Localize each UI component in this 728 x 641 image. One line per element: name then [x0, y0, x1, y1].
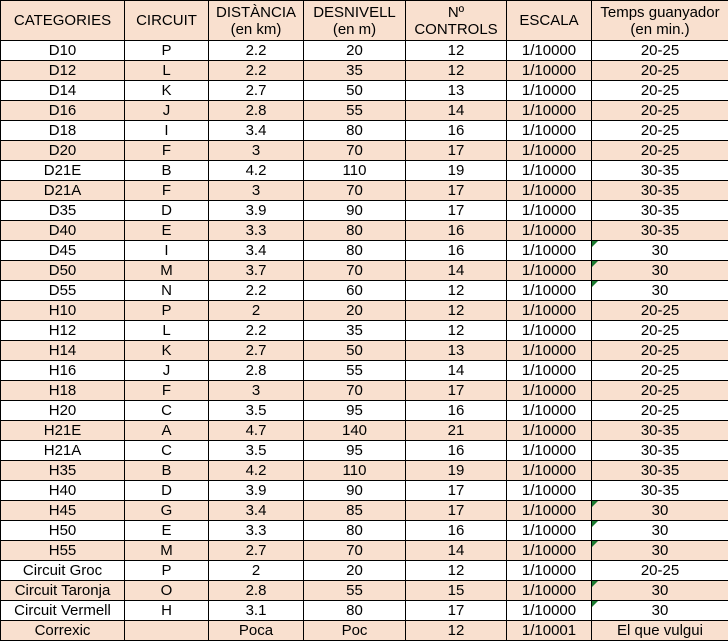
cell-climb[interactable]: 110 — [304, 461, 406, 481]
cell-winner-time-value: 20-25 — [640, 362, 680, 379]
cell-distance[interactable]: 3 — [209, 141, 304, 161]
cell-distance[interactable]: 3.1 — [209, 601, 304, 621]
cell-distance[interactable]: 2 — [209, 301, 304, 321]
cell-controls[interactable]: 14 — [406, 261, 507, 281]
header-subline: (en km) — [230, 20, 282, 38]
cell-climb[interactable]: 70 — [304, 541, 406, 561]
cell-winner-time[interactable] — [592, 161, 728, 181]
header-subline: (en min.) — [630, 20, 690, 38]
table-row — [1, 521, 728, 541]
cell-controls[interactable]: 16 — [406, 221, 507, 241]
header-row — [1, 1, 728, 41]
cell-climb[interactable]: 90 — [304, 481, 406, 501]
cell-scale[interactable]: 1/10000 — [507, 441, 592, 461]
cell-category[interactable]: Circuit Vermell — [1, 601, 125, 621]
header-controls[interactable] — [406, 1, 507, 41]
header-line: ESCALA — [519, 12, 579, 29]
cell-winner-time-value: 30 — [651, 242, 669, 259]
cell-winner-time-value: 20-25 — [640, 42, 680, 59]
cell-climb[interactable]: 110 — [304, 161, 406, 181]
table-row — [1, 261, 728, 281]
cell-climb[interactable]: 35 — [304, 321, 406, 341]
cell-winner-time-value: 20-25 — [640, 142, 680, 159]
table-row — [1, 81, 728, 101]
error-indicator-icon — [592, 241, 598, 247]
cell-circuit[interactable]: B — [125, 461, 209, 481]
cell-winner-time[interactable] — [592, 301, 728, 321]
cell-circuit[interactable]: D — [125, 481, 209, 501]
cell-scale[interactable]: 1/10000 — [507, 241, 592, 261]
table-row — [1, 401, 728, 421]
cell-controls[interactable]: 14 — [406, 101, 507, 121]
cell-category[interactable]: D35 — [1, 201, 125, 221]
cell-scale[interactable]: 1/10000 — [507, 541, 592, 561]
cell-category[interactable]: D10 — [1, 41, 125, 61]
cell-category[interactable]: D50 — [1, 261, 125, 281]
cell-category[interactable]: D18 — [1, 121, 125, 141]
cell-winner-time-value: 30-35 — [640, 182, 680, 199]
cell-circuit[interactable] — [125, 621, 209, 641]
table-row — [1, 481, 728, 501]
cell-category[interactable]: H12 — [1, 321, 125, 341]
cell-climb[interactable]: 55 — [304, 361, 406, 381]
cell-scale[interactable]: 1/10000 — [507, 181, 592, 201]
cell-scale[interactable]: 1/10000 — [507, 361, 592, 381]
cell-circuit[interactable]: E — [125, 521, 209, 541]
cell-winner-time[interactable] — [592, 561, 728, 581]
header-winner-time[interactable] — [592, 1, 728, 41]
cell-distance[interactable]: 4.2 — [209, 161, 304, 181]
cell-circuit[interactable]: M — [125, 541, 209, 561]
cell-winner-time[interactable] — [592, 541, 728, 561]
cell-controls[interactable]: 16 — [406, 241, 507, 261]
cell-scale[interactable]: 1/10000 — [507, 221, 592, 241]
cell-scale[interactable]: 1/10000 — [507, 601, 592, 621]
cell-category[interactable]: H45 — [1, 501, 125, 521]
cell-controls[interactable]: 19 — [406, 161, 507, 181]
cell-winner-time[interactable] — [592, 61, 728, 81]
cell-controls[interactable]: 12 — [406, 301, 507, 321]
cell-controls[interactable]: 17 — [406, 141, 507, 161]
cell-winner-time-value: 30 — [651, 502, 669, 519]
header-line: DESNIVELL — [313, 3, 396, 21]
cell-category[interactable]: H21E — [1, 421, 125, 441]
cell-category[interactable]: Correxic — [1, 621, 125, 641]
cell-controls[interactable]: 15 — [406, 581, 507, 601]
cell-distance[interactable]: 2.7 — [209, 81, 304, 101]
cell-scale[interactable]: 1/10000 — [507, 41, 592, 61]
cell-distance[interactable]: 2.2 — [209, 41, 304, 61]
cell-circuit[interactable]: D — [125, 201, 209, 221]
cell-circuit[interactable]: I — [125, 241, 209, 261]
cell-category[interactable]: D16 — [1, 101, 125, 121]
cell-distance[interactable]: 3.3 — [209, 521, 304, 541]
cell-distance[interactable]: 2.7 — [209, 341, 304, 361]
table-row — [1, 561, 728, 581]
cell-scale[interactable]: 1/10000 — [507, 281, 592, 301]
cell-circuit[interactable]: A — [125, 421, 209, 441]
table-row — [1, 541, 728, 561]
table-row — [1, 321, 728, 341]
cell-winner-time-value: 20-25 — [640, 402, 680, 419]
cell-scale[interactable]: 1/10000 — [507, 401, 592, 421]
table-row — [1, 421, 728, 441]
cell-winner-time-value: 30 — [651, 602, 669, 619]
cell-scale[interactable]: 1/10000 — [507, 321, 592, 341]
table-row — [1, 41, 728, 61]
table-row — [1, 581, 728, 601]
cell-distance[interactable]: 2 — [209, 561, 304, 581]
cell-circuit[interactable]: P — [125, 561, 209, 581]
cell-controls[interactable]: 13 — [406, 81, 507, 101]
cell-controls[interactable]: 16 — [406, 401, 507, 421]
cell-climb[interactable]: 20 — [304, 41, 406, 61]
header-line: CATEGORIES — [13, 12, 112, 29]
cell-scale[interactable]: 1/10000 — [507, 61, 592, 81]
cell-winner-time[interactable] — [592, 521, 728, 541]
header-circuit[interactable] — [125, 1, 209, 41]
cell-scale[interactable]: 1/10000 — [507, 481, 592, 501]
cell-distance[interactable]: 3 — [209, 381, 304, 401]
cell-winner-time-value: 30-35 — [640, 482, 680, 499]
cell-distance[interactable]: 2.2 — [209, 61, 304, 81]
cell-circuit[interactable]: J — [125, 101, 209, 121]
cell-winner-time[interactable] — [592, 321, 728, 341]
cell-controls[interactable]: 12 — [406, 41, 507, 61]
table-row — [1, 181, 728, 201]
cell-winner-time-value: 30-35 — [640, 442, 680, 459]
cell-winner-time[interactable] — [592, 361, 728, 381]
cell-circuit[interactable]: M — [125, 261, 209, 281]
cell-scale[interactable]: 1/10001 — [507, 621, 592, 641]
cell-controls[interactable]: 14 — [406, 361, 507, 381]
cell-climb[interactable]: 95 — [304, 401, 406, 421]
cell-controls[interactable]: 13 — [406, 341, 507, 361]
cell-scale[interactable]: 1/10000 — [507, 101, 592, 121]
cell-distance[interactable]: 2.8 — [209, 581, 304, 601]
cell-climb[interactable]: 70 — [304, 261, 406, 281]
cell-circuit[interactable]: B — [125, 161, 209, 181]
cell-winner-time[interactable] — [592, 221, 728, 241]
cell-circuit[interactable]: K — [125, 341, 209, 361]
cell-distance[interactable]: 3.5 — [209, 401, 304, 421]
cell-distance[interactable]: 3.7 — [209, 261, 304, 281]
cell-category[interactable]: H18 — [1, 381, 125, 401]
cell-winner-time[interactable] — [592, 241, 728, 261]
cell-scale[interactable]: 1/10000 — [507, 341, 592, 361]
cell-circuit[interactable]: P — [125, 301, 209, 321]
cell-winner-time-value: 20-25 — [640, 102, 680, 119]
cell-winner-time-value: 20-25 — [640, 62, 680, 79]
cell-distance[interactable]: 2.8 — [209, 361, 304, 381]
table-row — [1, 381, 728, 401]
cell-circuit[interactable]: E — [125, 221, 209, 241]
cell-climb[interactable]: 60 — [304, 281, 406, 301]
cell-scale[interactable]: 1/10000 — [507, 581, 592, 601]
header-subline: CONTROLS — [414, 20, 498, 38]
cell-circuit[interactable]: C — [125, 401, 209, 421]
cell-distance[interactable]: 3 — [209, 181, 304, 201]
cell-controls[interactable]: 12 — [406, 281, 507, 301]
cell-controls[interactable]: 19 — [406, 461, 507, 481]
cell-category[interactable]: H35 — [1, 461, 125, 481]
cell-scale[interactable]: 1/10000 — [507, 161, 592, 181]
table-row — [1, 61, 728, 81]
cell-climb[interactable]: 80 — [304, 241, 406, 261]
cell-circuit[interactable]: P — [125, 41, 209, 61]
error-indicator-icon — [592, 601, 598, 607]
header-subline: (en m) — [332, 20, 377, 38]
error-indicator-icon — [592, 581, 598, 587]
cell-circuit[interactable]: H — [125, 601, 209, 621]
cell-winner-time-value: 20-25 — [640, 562, 680, 579]
cell-winner-time[interactable] — [592, 621, 728, 641]
cell-winner-time-value: 30-35 — [640, 422, 680, 439]
cell-distance[interactable]: 4.2 — [209, 461, 304, 481]
header-climb[interactable] — [304, 1, 406, 41]
header-line: Nº — [447, 3, 465, 21]
cell-controls[interactable]: 16 — [406, 121, 507, 141]
table-row — [1, 601, 728, 621]
cell-climb[interactable]: 70 — [304, 381, 406, 401]
cell-winner-time[interactable] — [592, 41, 728, 61]
cell-winner-time[interactable] — [592, 141, 728, 161]
cell-distance[interactable]: 4.7 — [209, 421, 304, 441]
cell-circuit[interactable]: F — [125, 381, 209, 401]
cell-distance[interactable]: 3.4 — [209, 241, 304, 261]
cell-scale[interactable]: 1/10000 — [507, 261, 592, 281]
error-indicator-icon — [592, 501, 598, 507]
cell-climb[interactable]: 80 — [304, 521, 406, 541]
cell-climb[interactable]: 20 — [304, 561, 406, 581]
cell-winner-time-value: 30 — [651, 282, 669, 299]
cell-winner-time[interactable] — [592, 101, 728, 121]
header-line: DISTÀNCIA — [215, 3, 296, 21]
cell-category[interactable]: H16 — [1, 361, 125, 381]
cell-climb[interactable]: 35 — [304, 61, 406, 81]
cell-winner-time[interactable] — [592, 401, 728, 421]
header-scale[interactable] — [507, 1, 592, 41]
table-row — [1, 501, 728, 521]
cell-winner-time-value: 30-35 — [640, 162, 680, 179]
cell-circuit[interactable]: F — [125, 141, 209, 161]
cell-winner-time[interactable] — [592, 421, 728, 441]
table-row — [1, 441, 728, 461]
cell-controls[interactable]: 17 — [406, 181, 507, 201]
header-line: CIRCUIT — [136, 12, 197, 29]
cell-scale[interactable]: 1/10000 — [507, 461, 592, 481]
cell-climb[interactable]: 85 — [304, 501, 406, 521]
cell-circuit[interactable]: J — [125, 361, 209, 381]
cell-scale[interactable]: 1/10000 — [507, 561, 592, 581]
table-row — [1, 121, 728, 141]
cell-climb[interactable]: Poc — [304, 621, 406, 641]
error-indicator-icon — [592, 261, 598, 267]
cell-winner-time[interactable] — [592, 121, 728, 141]
cell-scale[interactable]: 1/10000 — [507, 121, 592, 141]
table-row — [1, 621, 728, 641]
cell-winner-time[interactable] — [592, 501, 728, 521]
table-row — [1, 201, 728, 221]
cell-circuit[interactable]: K — [125, 81, 209, 101]
cell-category[interactable]: H20 — [1, 401, 125, 421]
cell-scale[interactable]: 1/10000 — [507, 501, 592, 521]
cell-scale[interactable]: 1/10000 — [507, 521, 592, 541]
cell-circuit[interactable]: G — [125, 501, 209, 521]
cell-circuit[interactable]: C — [125, 441, 209, 461]
cell-climb[interactable]: 90 — [304, 201, 406, 221]
error-indicator-icon — [592, 521, 598, 527]
cell-winner-time[interactable] — [592, 341, 728, 361]
cell-climb[interactable]: 80 — [304, 121, 406, 141]
cell-winner-time-value: 20-25 — [640, 122, 680, 139]
cell-category[interactable]: Circuit Groc — [1, 561, 125, 581]
cell-winner-time[interactable] — [592, 481, 728, 501]
cell-climb[interactable]: 95 — [304, 441, 406, 461]
cell-distance[interactable]: 3.3 — [209, 221, 304, 241]
cell-winner-time-value: 30 — [651, 262, 669, 279]
cell-winner-time-value: 20-25 — [640, 342, 680, 359]
table-row — [1, 361, 728, 381]
table-row — [1, 241, 728, 261]
cell-category[interactable]: Circuit Taronja — [1, 581, 125, 601]
cell-controls[interactable]: 12 — [406, 61, 507, 81]
cell-category[interactable]: D21A — [1, 181, 125, 201]
cell-climb[interactable]: 70 — [304, 181, 406, 201]
cell-climb[interactable]: 50 — [304, 341, 406, 361]
cell-winner-time[interactable] — [592, 81, 728, 101]
cell-scale[interactable]: 1/10000 — [507, 421, 592, 441]
cell-category[interactable]: H50 — [1, 521, 125, 541]
cell-distance[interactable]: 2.2 — [209, 281, 304, 301]
cell-climb[interactable]: 20 — [304, 301, 406, 321]
cell-winner-time-value: 30-35 — [640, 202, 680, 219]
table-row — [1, 101, 728, 121]
cell-circuit[interactable]: O — [125, 581, 209, 601]
cell-scale[interactable]: 1/10000 — [507, 201, 592, 221]
cell-winner-time[interactable] — [592, 381, 728, 401]
cell-winner-time[interactable] — [592, 201, 728, 221]
cell-controls[interactable]: 17 — [406, 501, 507, 521]
cell-category[interactable]: D12 — [1, 61, 125, 81]
cell-category[interactable]: H14 — [1, 341, 125, 361]
cell-distance[interactable]: 3.9 — [209, 201, 304, 221]
cell-category[interactable]: D45 — [1, 241, 125, 261]
cell-distance[interactable]: 3.5 — [209, 441, 304, 461]
error-indicator-icon — [592, 541, 598, 547]
cell-distance[interactable]: 2.7 — [209, 541, 304, 561]
header-line: Temps guanyador — [600, 3, 720, 21]
cell-category[interactable]: H10 — [1, 301, 125, 321]
table-row — [1, 141, 728, 161]
cell-controls[interactable]: 12 — [406, 321, 507, 341]
cell-climb[interactable]: 70 — [304, 141, 406, 161]
table-row — [1, 301, 728, 321]
cell-controls[interactable]: 17 — [406, 601, 507, 621]
header-distance[interactable] — [209, 1, 304, 41]
table-body — [1, 41, 728, 641]
cell-controls[interactable]: 16 — [406, 441, 507, 461]
table-row — [1, 461, 728, 481]
cell-category[interactable]: D20 — [1, 141, 125, 161]
cell-category[interactable]: H55 — [1, 541, 125, 561]
cell-distance[interactable]: Poca — [209, 621, 304, 641]
table-row — [1, 281, 728, 301]
cell-controls[interactable]: 12 — [406, 561, 507, 581]
cell-category[interactable]: H40 — [1, 481, 125, 501]
cell-category[interactable]: D55 — [1, 281, 125, 301]
cell-controls[interactable]: 17 — [406, 201, 507, 221]
error-indicator-icon — [592, 281, 598, 287]
cell-circuit[interactable]: N — [125, 281, 209, 301]
cell-controls[interactable]: 17 — [406, 481, 507, 501]
cell-category[interactable]: D21E — [1, 161, 125, 181]
cell-circuit[interactable]: F — [125, 181, 209, 201]
cell-winner-time[interactable] — [592, 281, 728, 301]
cell-winner-time[interactable] — [592, 601, 728, 621]
cell-climb[interactable]: 140 — [304, 421, 406, 441]
cell-category[interactable]: D40 — [1, 221, 125, 241]
cell-winner-time-value: 30 — [651, 522, 669, 539]
cell-scale[interactable]: 1/10000 — [507, 301, 592, 321]
cell-winner-time-value: 20-25 — [640, 322, 680, 339]
cell-winner-time[interactable] — [592, 461, 728, 481]
cell-distance[interactable]: 3.9 — [209, 481, 304, 501]
cell-winner-time-value: 30 — [651, 582, 669, 599]
cell-winner-time[interactable] — [592, 261, 728, 281]
cell-category[interactable]: H21A — [1, 441, 125, 461]
cell-circuit[interactable]: L — [125, 321, 209, 341]
cell-climb[interactable]: 55 — [304, 581, 406, 601]
cell-climb[interactable]: 80 — [304, 221, 406, 241]
cell-circuit[interactable]: I — [125, 121, 209, 141]
cell-circuit[interactable]: L — [125, 61, 209, 81]
cell-winner-time-value: 20-25 — [640, 82, 680, 99]
cell-climb[interactable]: 80 — [304, 601, 406, 621]
cell-climb[interactable]: 50 — [304, 81, 406, 101]
cell-winner-time-value: El que vulgui — [617, 622, 703, 639]
cell-distance[interactable]: 2.2 — [209, 321, 304, 341]
cell-winner-time[interactable] — [592, 441, 728, 461]
cell-winner-time[interactable] — [592, 581, 728, 601]
table-row — [1, 341, 728, 361]
cell-scale[interactable]: 1/10000 — [507, 381, 592, 401]
cell-controls[interactable]: 21 — [406, 421, 507, 441]
cell-winner-time-value: 30 — [651, 542, 669, 559]
table-row — [1, 221, 728, 241]
cell-winner-time-value: 20-25 — [640, 382, 680, 399]
cell-winner-time-value: 30-35 — [640, 222, 680, 239]
cell-scale[interactable]: 1/10000 — [507, 141, 592, 161]
cell-controls[interactable]: 16 — [406, 521, 507, 541]
cell-climb[interactable]: 55 — [304, 101, 406, 121]
cell-distance[interactable]: 3.4 — [209, 501, 304, 521]
cell-winner-time-value: 20-25 — [640, 302, 680, 319]
header-categories[interactable] — [1, 1, 125, 41]
cell-winner-time[interactable] — [592, 181, 728, 201]
cell-category[interactable]: D14 — [1, 81, 125, 101]
cell-scale[interactable]: 1/10000 — [507, 81, 592, 101]
cell-winner-time-value: 30-35 — [640, 462, 680, 479]
cell-controls[interactable]: 14 — [406, 541, 507, 561]
cell-distance[interactable]: 3.4 — [209, 121, 304, 141]
cell-controls[interactable]: 17 — [406, 381, 507, 401]
table-row — [1, 161, 728, 181]
cell-controls[interactable]: 12 — [406, 621, 507, 641]
cell-distance[interactable]: 2.8 — [209, 101, 304, 121]
